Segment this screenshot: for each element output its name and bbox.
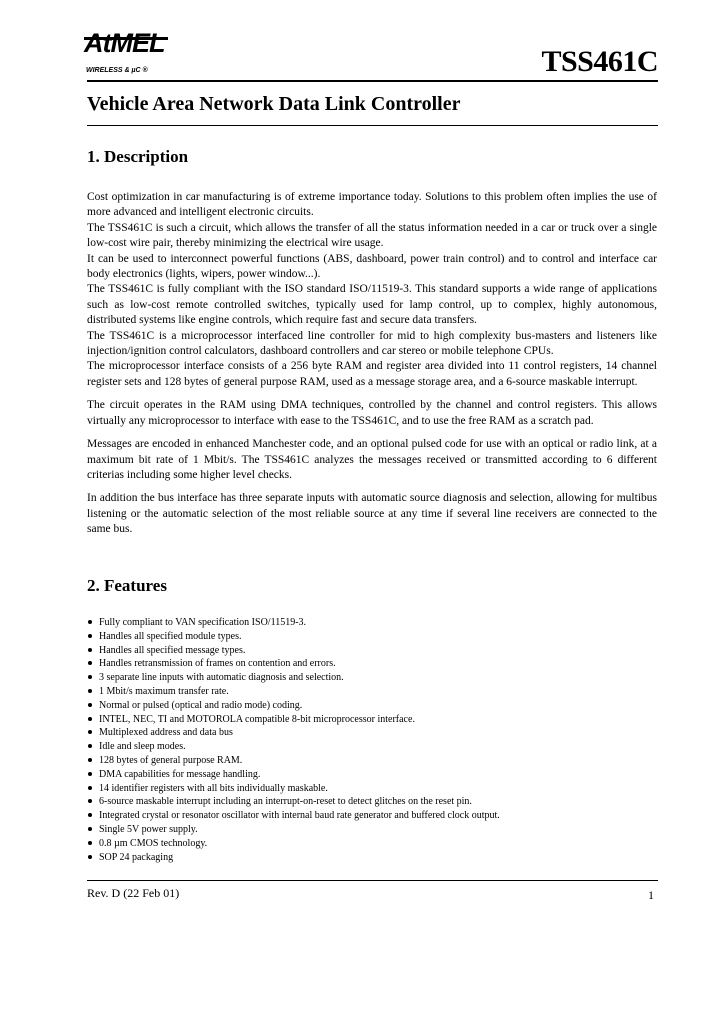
- bullet-icon: [88, 620, 92, 624]
- atmel-logo: [84, 28, 176, 78]
- description-paragraph: The TSS461C is a microprocessor interfaced line controller for mid to high complexity bus-masters and listeners like injection/ignition control calculators, dashboard controllers and car stereo or mobile telephone CPUs.: [87, 329, 657, 358]
- feature-text: SOP 24 packaging: [99, 851, 174, 863]
- feature-item: [88, 726, 658, 740]
- feature-text: Handles all specified message types.: [99, 644, 246, 656]
- features-list: [88, 616, 658, 864]
- feature-item: [88, 823, 658, 837]
- feature-item: [88, 630, 658, 644]
- logo-tagline: [86, 67, 148, 74]
- feature-item: [88, 685, 658, 699]
- description-paragraph: The microprocessor interface consists of a 256 byte RAM and register area divided into 11 control registers, 14 channel register sets and 128 bytes of general purpose RAM, used as a message storage area, and a 6-source maskable interrupt.: [87, 360, 657, 388]
- feature-text: Handles all specified module types.: [99, 630, 242, 642]
- bullet-icon: [88, 758, 92, 762]
- feature-item: [88, 782, 658, 796]
- bullet-icon: [88, 689, 92, 693]
- bullet-icon: [88, 855, 92, 859]
- feature-item: [88, 768, 658, 782]
- feature-text: 128 bytes of general purpose RAM.: [99, 754, 243, 766]
- bullet-icon: [88, 841, 92, 845]
- part-number: TSS461C: [541, 45, 658, 78]
- feature-text: Idle and sleep modes.: [99, 741, 186, 753]
- feature-text: Multiplexed address and data bus: [99, 727, 233, 739]
- feature-item: [88, 713, 658, 727]
- description-paragraph: The circuit operates in the RAM using DMA techniques, controlled by the channel and control registers. This allows virtually any microprocessor to interface with ease to the TSS461C, and to use the free RAM as a scratch pad.: [87, 399, 657, 427]
- feature-text: 0.8 µm CMOS technology.: [99, 837, 208, 849]
- description-paragraph: Cost optimization in car manufacturing is of extreme importance today. Solutions to this problem often implies the use of more advanced and intelligent electronic circuits.: [87, 191, 657, 219]
- page-number: 1: [648, 888, 654, 902]
- feature-text: Integrated crystal or resonator oscillator with internal baud rate generator and buffered clock output.: [99, 810, 500, 822]
- bullet-icon: [88, 799, 92, 803]
- feature-text: 6-source maskable interrupt including an interrupt-on-reset to detect glitches on the reset pin.: [99, 796, 472, 808]
- feature-text: Normal or pulsed (optical and radio mode) coding.: [99, 699, 303, 711]
- footer-rule: [87, 880, 658, 881]
- bullet-icon: [88, 675, 92, 679]
- bullet-icon: [88, 634, 92, 638]
- title-rule: [87, 125, 658, 126]
- bullet-icon: [88, 744, 92, 748]
- bullet-icon: [88, 730, 92, 734]
- feature-item: [88, 740, 658, 754]
- revision-label: Rev. D (22 Feb 01): [87, 886, 180, 900]
- features-heading: 2. Features: [87, 576, 167, 595]
- bullet-icon: [88, 772, 92, 776]
- bullet-icon: [88, 661, 92, 665]
- bullet-icon: [88, 786, 92, 790]
- feature-text: 3 separate line inputs with automatic diagnosis and selection.: [99, 672, 344, 684]
- feature-item: [88, 754, 658, 768]
- bullet-icon: [88, 813, 92, 817]
- feature-item: [88, 837, 658, 851]
- description-paragraph: Messages are encoded in enhanced Manchester code, and an optional pulsed code for use with an optical or radio link, at a maximum bit rate of 1 Mbit/s. The TSS461C analyzes the messages received or transmitted according to 6 different criterias including some higher level checks.: [87, 438, 657, 481]
- description-paragraph: In addition the bus interface has three separate inputs with automatic source diagnosis and selection, allowing for multibus listening or the automatic selection of the most reliable source at any time if several line receivers are connected to the same bus.: [87, 492, 657, 536]
- feature-text: 14 identifier registers with all bits individually maskable.: [99, 782, 328, 794]
- feature-item: [88, 657, 658, 671]
- feature-text: 1 Mbit/s maximum transfer rate.: [99, 685, 229, 697]
- document-title: Vehicle Area Network Data Link Controller: [87, 93, 461, 115]
- bullet-icon: [88, 717, 92, 721]
- description-heading: 1. Description: [87, 147, 189, 166]
- feature-item: [88, 809, 658, 823]
- bullet-icon: [88, 827, 92, 831]
- feature-item: [88, 851, 658, 865]
- description-paragraph: The TSS461C is fully compliant with the ISO standard ISO/11519-3. This standard supports a wide range of applications such as low-cost remote controlled switches, typically used for lamp control, up to complex, highly autonomous, distributed systems like engine controls, which require fast and secure data transfers.: [87, 283, 657, 327]
- feature-item: [88, 671, 658, 685]
- feature-text: Fully compliant to VAN specification ISO/11519-3.: [99, 617, 307, 628]
- feature-text: INTEL, NEC, TI and MOTOROLA compatible 8-bit microprocessor interface.: [99, 713, 415, 725]
- bullet-icon: [88, 703, 92, 707]
- feature-item: [88, 616, 658, 630]
- feature-text: DMA capabilities for message handling.: [99, 768, 261, 780]
- description-paragraph: It can be used to interconnect powerful functions (ABS, dashboard, power train control) and to control and interface car body electronics (lights, wipers, power window...).: [87, 252, 657, 281]
- header-rule: [87, 80, 658, 82]
- feature-item: [88, 795, 658, 809]
- bullet-icon: [88, 648, 92, 652]
- registered-mark: ®: [142, 67, 148, 74]
- logo-wordmark: AtMEL: [84, 28, 165, 58]
- description-paragraph: The TSS461C is such a circuit, which allows the transfer of all the status information needed in a car or truck over a single low-cost wire pair, thereby minimizing the electrical wire usage.: [87, 221, 657, 250]
- description-body: [87, 190, 657, 538]
- feature-text: Single 5V power supply.: [99, 823, 198, 835]
- feature-item: [88, 644, 658, 658]
- logo-tagline-text: WIRELESS & µC: [86, 67, 141, 74]
- feature-text: Handles retransmission of frames on contention and errors.: [99, 658, 336, 670]
- feature-item: [88, 699, 658, 713]
